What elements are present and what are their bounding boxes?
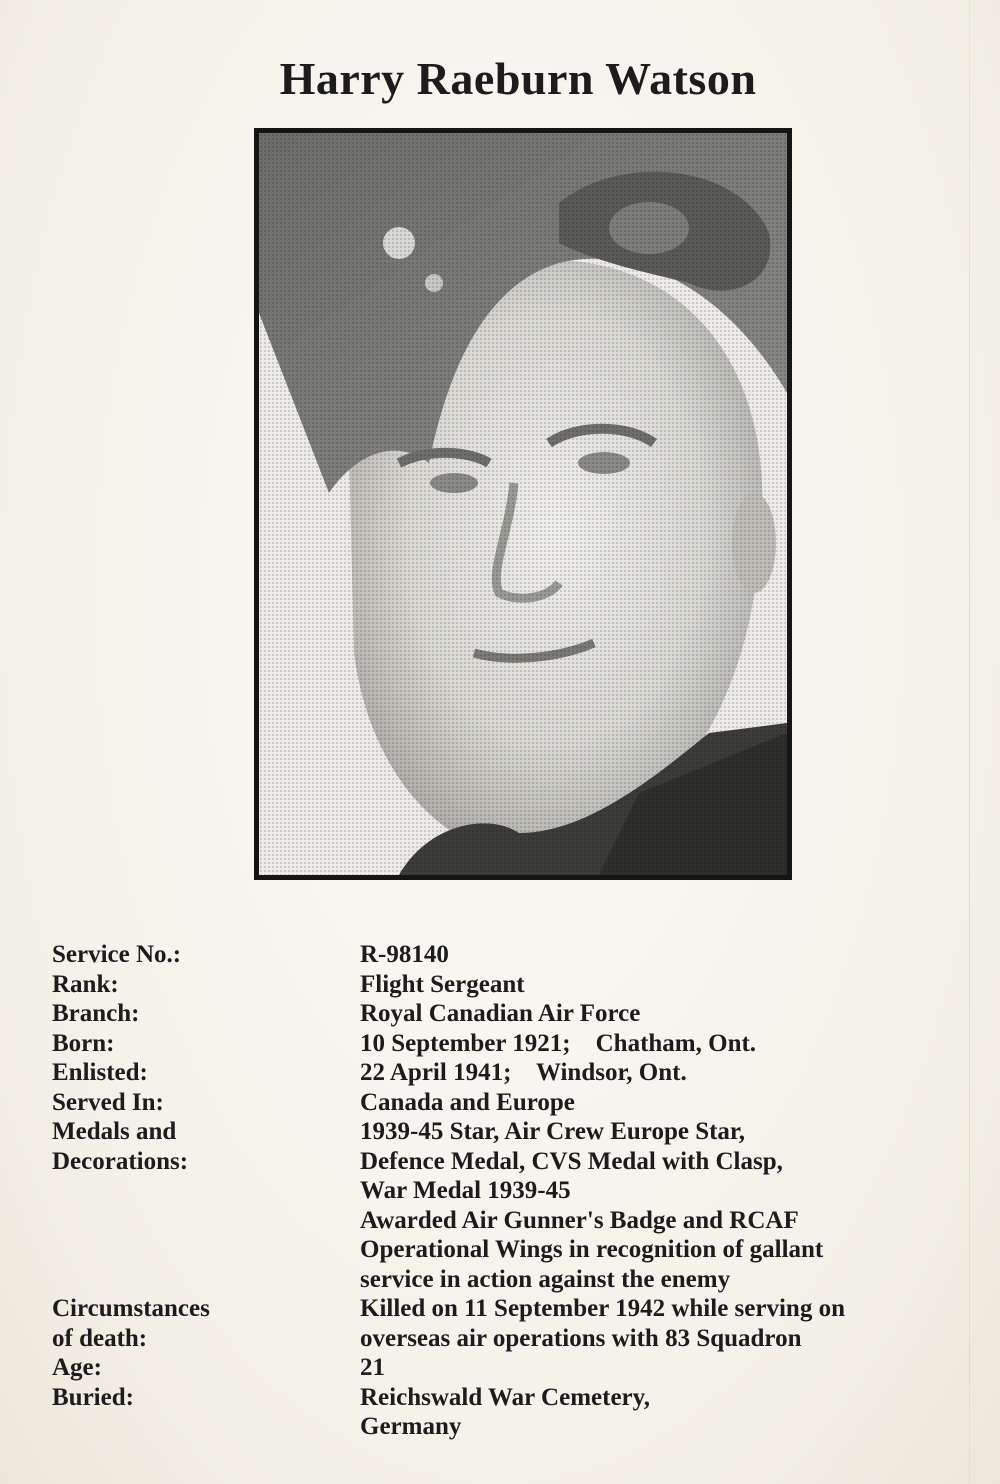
service-details [52, 940, 952, 1442]
detail-value: 21 [360, 1354, 385, 1381]
detail-row [52, 999, 952, 1029]
detail-row [52, 1235, 952, 1265]
detail-label: Decorations: [52, 1147, 189, 1175]
detail-value: R-98140 [360, 941, 449, 968]
detail-value: Royal Canadian Air Force [360, 1000, 641, 1027]
detail-row [52, 1353, 952, 1383]
detail-value: Operational Wings in recognition of gallant [360, 1236, 824, 1263]
detail-row [52, 1206, 952, 1236]
detail-label: of death: [52, 1324, 148, 1352]
detail-label: Age: [52, 1354, 102, 1381]
detail-row [52, 1265, 952, 1295]
detail-value: Killed on 11 September 1942 while serving on [360, 1295, 845, 1322]
detail-row [52, 1324, 952, 1354]
detail-value: 1939-45 Star, Air Crew Europe Star, [360, 1118, 745, 1145]
detail-value: overseas air operations with 83 Squadron [360, 1324, 802, 1352]
detail-label: Branch: [52, 1000, 140, 1027]
detail-label: Service No.: [52, 941, 182, 968]
detail-row [52, 1294, 952, 1324]
detail-row [52, 1029, 952, 1059]
page-title: Harry Raeburn Watson [279, 53, 757, 104]
detail-label: Born: [52, 1029, 115, 1057]
detail-value: Flight Sergeant [360, 970, 525, 998]
detail-label [52, 1265, 360, 1295]
detail-row [52, 1412, 952, 1442]
detail-row [52, 1088, 952, 1118]
portrait-image [259, 133, 787, 875]
detail-value: Defence Medal, CVS Medal with Clasp, [360, 1147, 783, 1175]
detail-label: Buried: [52, 1383, 134, 1411]
detail-label: Enlisted: [52, 1059, 148, 1086]
detail-value: service in action against the enemy [360, 1265, 731, 1293]
detail-row [52, 970, 952, 1000]
detail-label: Rank: [52, 970, 119, 998]
detail-label [52, 1206, 360, 1236]
detail-value: 22 April 1941; Windsor, Ont. [360, 1059, 687, 1086]
detail-value: Germany [360, 1413, 462, 1440]
detail-row [52, 1383, 952, 1413]
detail-label: Medals and [52, 1118, 177, 1145]
detail-row [52, 940, 952, 970]
detail-row [52, 1176, 952, 1206]
detail-value: Reichswald War Cemetery, [360, 1383, 651, 1411]
detail-value: Canada and Europe [360, 1088, 575, 1116]
detail-label [52, 1235, 360, 1265]
detail-value: War Medal 1939-45 [360, 1177, 571, 1204]
detail-row [52, 1058, 952, 1088]
detail-value: Awarded Air Gunner's Badge and RCAF [360, 1206, 799, 1234]
portrait-photo [254, 128, 792, 880]
detail-label: Served In: [52, 1088, 164, 1116]
detail-row [52, 1147, 952, 1177]
detail-row [52, 1117, 952, 1147]
detail-label [52, 1176, 360, 1206]
detail-label: Circumstances [52, 1295, 210, 1322]
detail-value: 10 September 1921; Chatham, Ont. [360, 1029, 757, 1057]
page-edge [969, 0, 970, 1484]
detail-label [52, 1412, 360, 1442]
